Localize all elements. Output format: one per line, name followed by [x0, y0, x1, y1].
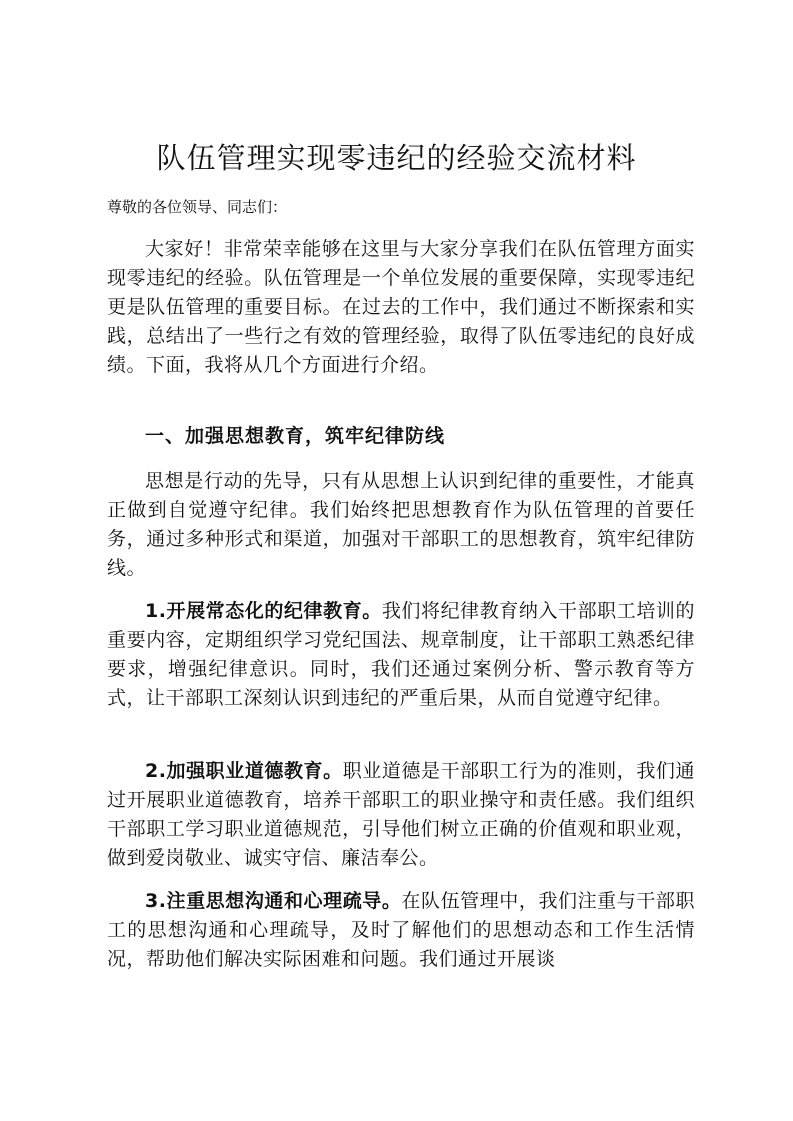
- list-item-paragraph: [107, 597, 695, 713]
- item-text: 我们将纪律教育纳入干部职工培训的重要内容，定期组织学习党纪国法、规章制度，让干部职工熟悉纪律要求，增强纪律意识。同时，我们还通过案例分析、警示教育等方式，让干部职工深刻认识到违纪的严重后果，从而自觉遵守纪律。: [107, 600, 695, 709]
- section-heading: 一、加强思想教育，筑牢纪律防线: [145, 425, 446, 447]
- list-item-paragraph: [107, 887, 695, 974]
- list-item-paragraph: [107, 757, 695, 873]
- item-lead: 2.加强职业道德教育。: [145, 760, 343, 782]
- section-body-paragraph: 思想是行动的先导，只有从思想上认识到纪律的重要性，才能真正做到自觉遵守纪律。我们始终把思想教育作为队伍管理的首要任务，通过多种形式和渠道，加强对干部职工的思想教育，筑牢纪律防线。: [107, 470, 695, 579]
- item-lead: 1.开展常态化的纪律教育。: [145, 600, 382, 622]
- item-lead: 3.注重思想沟通和心理疏导。: [145, 890, 402, 912]
- document-title: 队伍管理实现零违纪的经验交流材料: [156, 141, 637, 175]
- intro-paragraph: 大家好！非常荣幸能够在这里与大家分享我们在队伍管理方面实现零违纪的经验。队伍管理是一个单位发展的重要保障，实现零违纪更是队伍管理的重要目标。在过去的工作中，我们通过不断探索和实践，总结出了一些行之有效的管理经验，取得了队伍零违纪的良好成绩。下面，我将从几个方面进行介绍。: [107, 238, 695, 376]
- item-text: 职业道德是干部职工行为的准则，我们通过开展职业道德教育，培养干部职工的职业操守和责任感。我们组织干部职工学习职业道德规范，引导他们树立正确的价值观和职业观，做到爱岗敬业、诚实守信、廉洁奉公。: [107, 760, 695, 869]
- item-text: 在队伍管理中，我们注重与干部职工的思想沟通和心理疏导，及时了解他们的思想动态和工作生活情况，帮助他们解决实际困难和问题。我们通过开展谈: [107, 890, 695, 970]
- salutation: 尊敬的各位领导、同志们：: [107, 198, 288, 216]
